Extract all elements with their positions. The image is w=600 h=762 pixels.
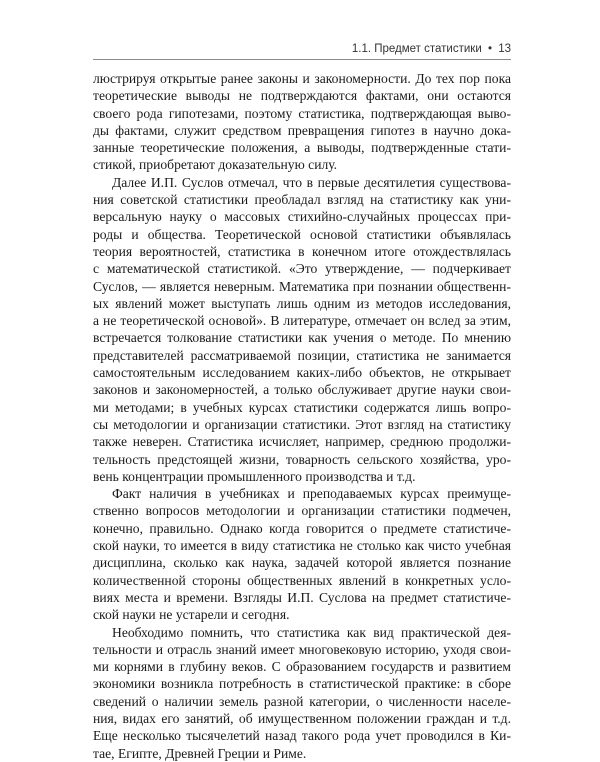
text-line: ской науки не устарели и сегодня. xyxy=(93,607,290,623)
text-line: Суслов, — является неверным. Математика при познании общественн- xyxy=(93,278,511,294)
text-line: представителей рассматриваемой позиции, статистика не занимается xyxy=(93,347,511,363)
text-line: ния, видах его занятий, об имущественном положении граждан и т.д. xyxy=(93,710,511,726)
text-line: роды и общества. Теоретической основой статистики объявлялась xyxy=(93,226,511,242)
text-line: экономики возникла потребность в статистической практике: в сборе xyxy=(93,676,511,692)
text-line: также неверен. Статистика исчисляет, например, среднюю продолжи- xyxy=(93,434,511,450)
text-line: ми корнями в глубину веков. С образованием государств и развитием xyxy=(93,659,511,675)
page-body xyxy=(93,70,511,762)
text-line: ды фактами, служит средством превращения гипотез в научно дока- xyxy=(93,122,511,138)
text-line: виях места и времени. Взгляды И.П. Суслова на предмет статистиче- xyxy=(93,589,511,605)
section-title: 1.1. Предмет статистики xyxy=(351,43,482,55)
text-line: ской науки, то имеется в виду статистика не столько как чисто учебная xyxy=(93,538,511,554)
text-line: ния советской статистики преобладал взгляд на статистику как уни- xyxy=(93,192,511,208)
bullet-separator: • xyxy=(487,43,492,55)
text-line: встречается толкование статистики как учения о методе. По мнению xyxy=(93,330,511,346)
text-line: Необходимо помнить, что статистика как вид практической дея- xyxy=(112,624,511,640)
text-line: конечно, правильно. Однако когда говорится о предмете статистиче- xyxy=(93,520,511,536)
text-line: своего рода гипотезами, поэтому статистика, подтверждающая выво- xyxy=(93,105,511,121)
text-line: с математической статистикой. «Это утверждение, — подчеркивает xyxy=(93,261,511,277)
text-line: теоретические выводы не подтверждаются фактами, они остаются xyxy=(93,88,511,104)
text-line: законов и закономерностей, а только обслуживает другие науки свои- xyxy=(93,382,511,398)
text-line: теория вероятностей, статистика в конечном итоге отождествлялась xyxy=(93,243,511,259)
page-number: 13 xyxy=(498,43,511,55)
text-line: тельность предстоящей жизни, товарность сельского хозяйства, уро- xyxy=(93,451,511,467)
paragraph xyxy=(93,624,511,762)
text-line: ми методами; в учебных курсах статистики содержатся лишь вопро- xyxy=(93,399,511,415)
text-line: ственно вопросов методологии и организации статистики подмечен, xyxy=(93,503,511,519)
text-line: сведений о наличии земель разной категории, о численности населе- xyxy=(93,693,511,709)
text-line: дисциплина, сколько как наука, задачей которой является познание xyxy=(93,555,511,571)
text-line: сы методологии и организации статистики. Этот взгляд на статистику xyxy=(93,416,511,432)
text-line: занные теоретические положения, а выводы, подтвержденные стати- xyxy=(93,140,511,156)
running-head-text xyxy=(352,43,511,55)
text-line: ых явлений может выступать лишь одним из методов исследования, xyxy=(93,295,511,311)
text-line: Еще несколько тысячелетий назад такого рода учет проводился в Ки- xyxy=(93,728,511,744)
paragraph xyxy=(93,174,511,485)
text-line: люстрируя открытые ранее законы и закономерности. До тех пор пока xyxy=(93,71,511,86)
text-line: вень концентрации промышленного производства и т.д. xyxy=(93,468,416,484)
text-line: Факт наличия в учебниках и преподаваемых курсах преимуще- xyxy=(112,486,511,502)
text-line: Далее И.П. Суслов отмечал, что в первые десятилетия существова- xyxy=(112,174,511,190)
paragraph xyxy=(93,485,511,623)
paragraph xyxy=(93,70,511,174)
text-line: тельности и отрасль знаний имеет многовековую историю, уходя свои- xyxy=(93,641,511,657)
text-line: стикой, приобретают доказательную силу. xyxy=(93,157,338,173)
text-line: самостоятельным исследованием каких-либо объектов, не открывает xyxy=(93,365,511,381)
text-line: версальную науку о массовых стихийно-случайных процессах при- xyxy=(93,209,511,225)
text-line: а не теоретической основой». В литературе, отмечает он вслед за этим, xyxy=(93,313,511,329)
text-line: количественной стороны общественных явлений в конкретных усло- xyxy=(93,572,511,588)
text-line: тае, Египте, Древней Греции и Риме. xyxy=(93,745,307,761)
running-head xyxy=(93,33,511,60)
